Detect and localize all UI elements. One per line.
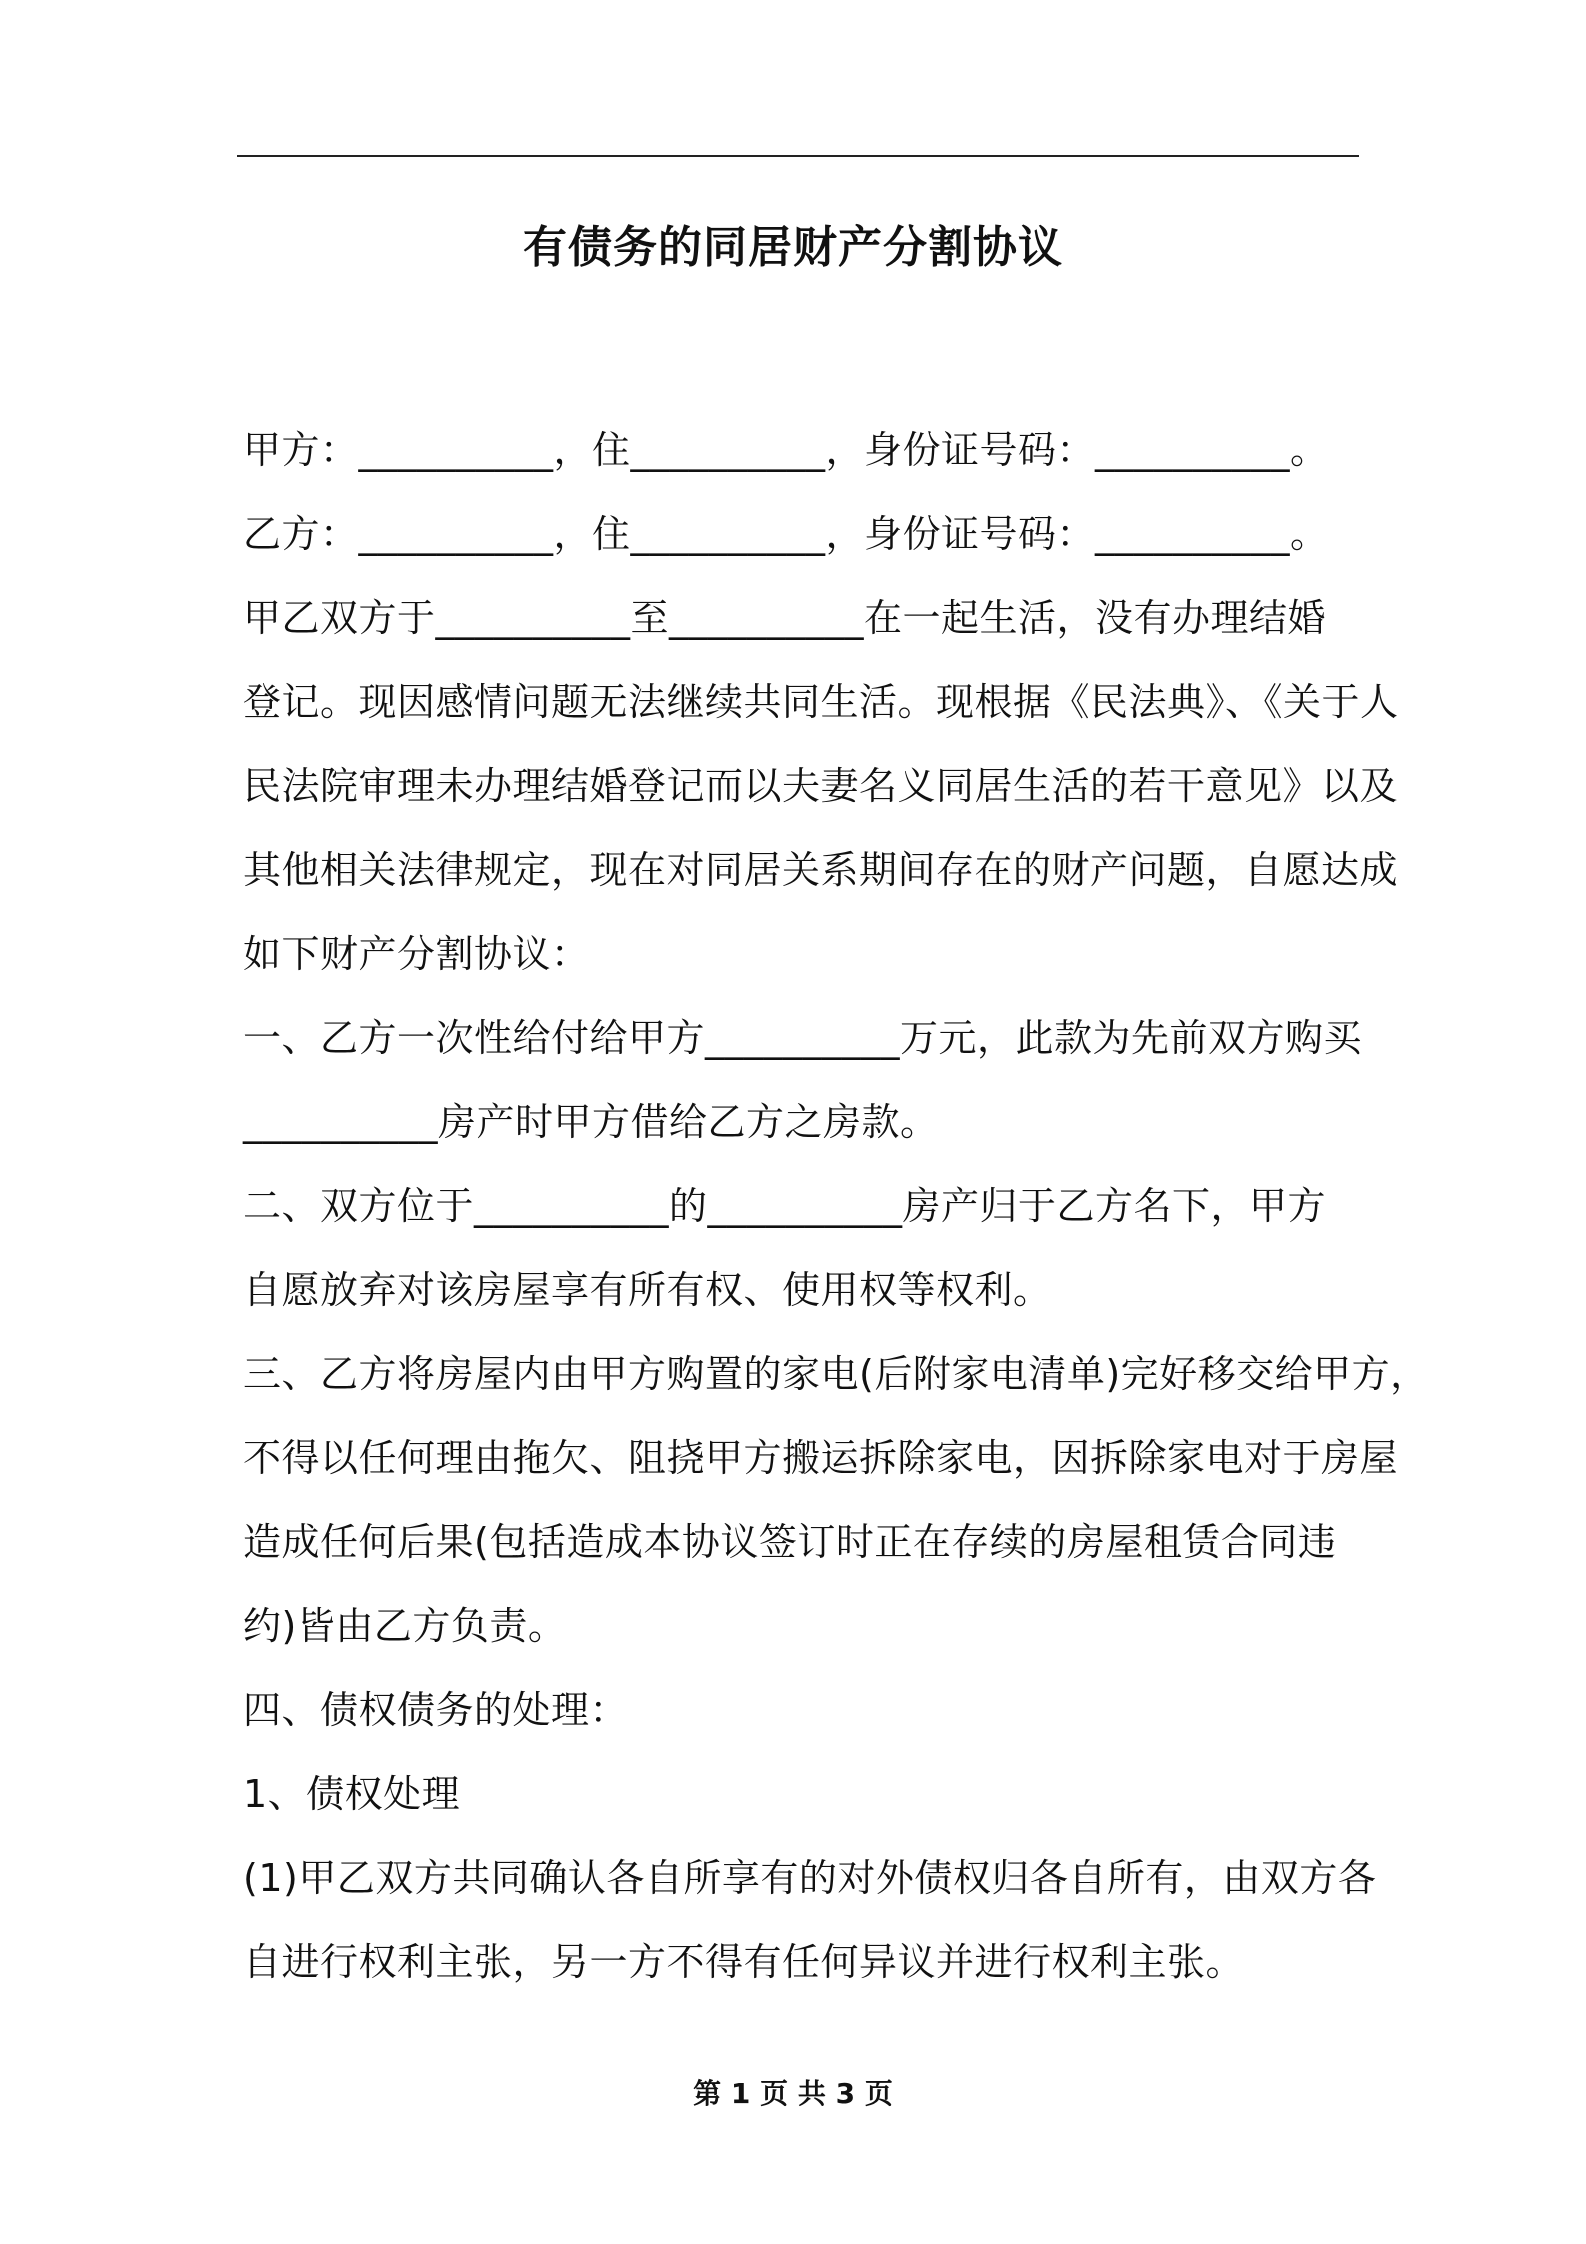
body-line: 不得以任何理由拖欠、阻挠甲方搬运拆除家电，因拆除家电对于房屋 [243,1436,1399,1480]
body-line: 登记。现因感情问题无法继续共同生活。现根据《民法典》、《关于人 [243,680,1399,724]
body-line: __________房产时甲方借给乙方之房款。 [243,1100,939,1144]
document-title: 有债务的同居财产分割协议 [523,222,1063,273]
body-line: 其他相关法律规定，现在对同居关系期间存在的财产问题，自愿达成 [243,848,1399,892]
body-line: 甲方：__________，住__________，身份证号码：__________。 [243,428,1329,472]
body-line: 民法院审理未办理结婚登记而以夫妻名义同居生活的若干意见》以及 [243,764,1399,808]
body-line: 造成任何后果(包括造成本协议签订时正在存续的房屋租赁合同违 [243,1520,1337,1564]
body-line: 二、双方位于__________的__________房产归于乙方名下，甲方 [243,1184,1327,1228]
page-footer: 第 1 页 共 3 页 [693,2077,893,2110]
body-line: 约)皆由乙方负责。 [243,1604,567,1648]
body-line: 三、乙方将房屋内由甲方购置的家电(后附家电清单)完好移交给甲方， [243,1352,1429,1396]
body-line: 自进行权利主张，另一方不得有任何异议并进行权利主张。 [243,1940,1245,1984]
body-line: 自愿放弃对该房屋享有所有权、使用权等权利。 [243,1268,1052,1312]
body-line: 如下财产分割协议： [243,932,590,976]
document-body [243,408,1429,2004]
body-line: (1)甲乙双方共同确认各自所享有的对外债权归各自所有，由双方各 [243,1856,1377,1900]
body-line: 一、乙方一次性给付给甲方__________万元，此款为先前双方购买 [243,1016,1363,1060]
body-line: 乙方：__________，住__________，身份证号码：__________。 [243,512,1329,556]
body-line: 甲乙双方于__________至__________在一起生活，没有办理结婚 [243,596,1327,640]
body-line: 四、债权债务的处理： [243,1688,629,1732]
header-rule [237,155,1359,157]
body-line: 1、债权处理 [243,1772,461,1816]
